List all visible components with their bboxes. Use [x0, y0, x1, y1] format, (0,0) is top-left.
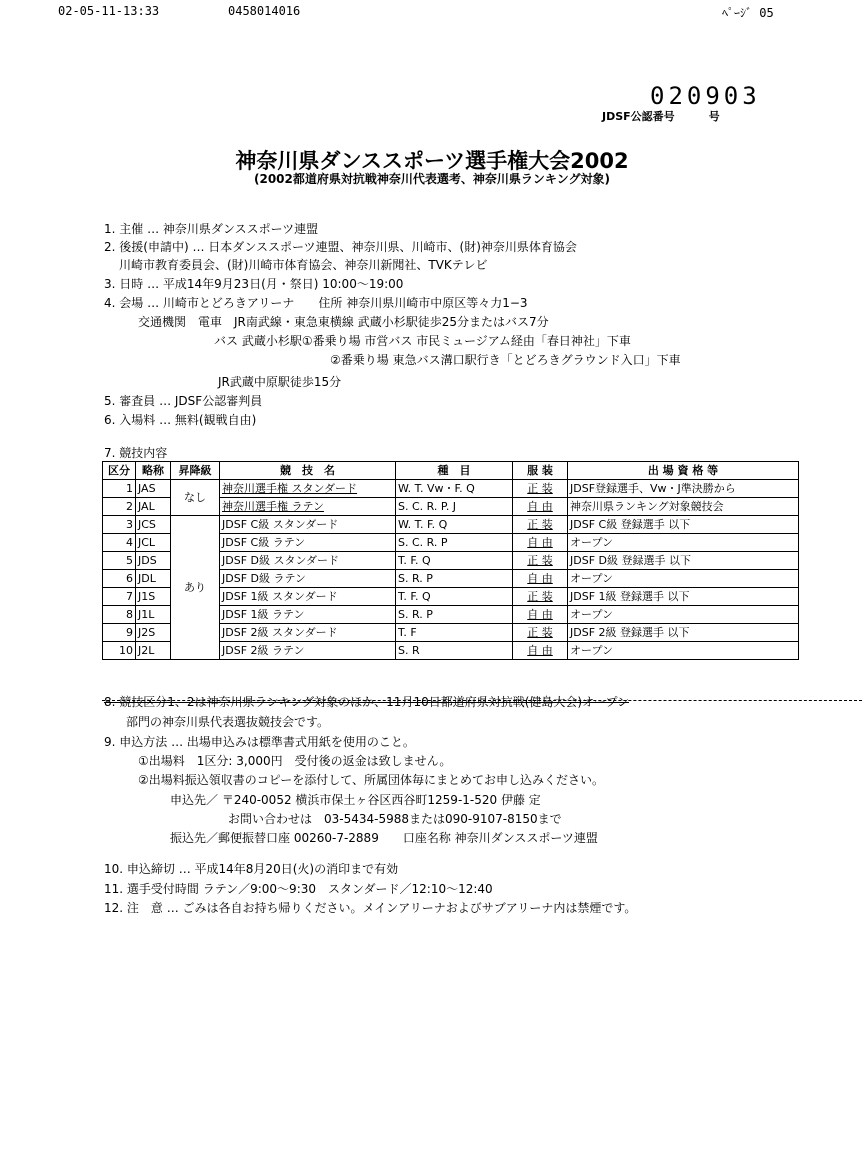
- item-4-transport: 交通機関 電車 JR南武線・東急東横線 武蔵小杉駅徒歩25分またはバス7分: [138, 315, 549, 329]
- item-9: 9. 申込方法 … 出場申込みは標準書式用紙を使用のこと。: [104, 735, 415, 749]
- cell-dress: 正 装: [513, 588, 568, 606]
- item-9-2: ②出場料振込領収書のコピーを添付して、所属団体毎にまとめてお申し込みください。: [138, 773, 605, 787]
- cell-dress: 自 由: [513, 534, 568, 552]
- cell-events: S. R. P: [396, 570, 513, 588]
- cell-grade-yes: あり: [171, 516, 220, 660]
- col-dress: 服 装: [513, 462, 568, 480]
- cell-no: 7: [103, 588, 136, 606]
- cell-code: JCL: [136, 534, 171, 552]
- cell-code: JDS: [136, 552, 171, 570]
- cell-no: 9: [103, 624, 136, 642]
- cell-no: 3: [103, 516, 136, 534]
- cell-events: T. F. Q: [396, 552, 513, 570]
- cell-no: 5: [103, 552, 136, 570]
- item-4-bus-1: バス 武蔵小杉駅①番乗り場 市営バス 市民ミュージアム経由「春日神社」下車: [214, 334, 631, 348]
- cell-events: S. C. R. P: [396, 534, 513, 552]
- cell-name: JDSF C級 スタンダード: [220, 516, 396, 534]
- cell-name: JDSF D級 ラテン: [220, 570, 396, 588]
- col-qual: 出 場 資 格 等: [568, 462, 799, 480]
- transfer-account: 振込先／郵便振替口座 00260-7-2889 口座名称 神奈川ダンススポーツ連盟: [170, 831, 598, 845]
- item-7: 7. 競技内容: [104, 446, 168, 460]
- cell-name: 神奈川選手権 スタンダード: [220, 480, 396, 498]
- cell-code: JDL: [136, 570, 171, 588]
- item-8: 8. 競技区分1、2は神奈川県ランキング対象のほか、11月10日都道府県対抗戦(健島大会)オープン: [104, 695, 629, 709]
- cell-dress: 正 装: [513, 516, 568, 534]
- cell-qual: オープン: [568, 606, 799, 624]
- cell-dress: 正 装: [513, 552, 568, 570]
- cell-qual: オープン: [568, 570, 799, 588]
- cell-code: JCS: [136, 516, 171, 534]
- cell-code: JAL: [136, 498, 171, 516]
- cell-no: 1: [103, 480, 136, 498]
- cell-code: J2S: [136, 624, 171, 642]
- page-subtitle: (2002都道府県対抗戦神奈川代表選考、神奈川県ランキング対象): [253, 172, 610, 186]
- events-table: [102, 461, 799, 660]
- fax-timestamp: 02-05-11-13:33: [58, 4, 160, 18]
- jdsf-label-left: JDSF公認番号: [602, 110, 675, 123]
- item-4-bus-2: ②番乗り場 東急バス溝口駅行き「とどろきグラウンド入口」下車: [330, 353, 681, 367]
- col-code: 略称: [136, 462, 171, 480]
- cell-name: JDSF 2級 スタンダード: [220, 624, 396, 642]
- doc-number: 020903: [650, 82, 761, 110]
- item-4-jr: JR武蔵中原駅徒歩15分: [218, 375, 342, 389]
- jdsf-label-right: 号: [708, 110, 720, 123]
- item-1: 1. 主催 … 神奈川県ダンススポーツ連盟: [104, 222, 319, 236]
- cell-no: 2: [103, 498, 136, 516]
- cell-code: J1L: [136, 606, 171, 624]
- col-grade: 昇降級: [171, 462, 220, 480]
- table-row: [103, 516, 799, 534]
- cell-qual: オープン: [568, 642, 799, 660]
- item-11: 11. 選手受付時間 ラテン／9:00〜9:30 スタンダード／12:10〜12:40: [104, 882, 493, 896]
- table-row: [103, 480, 799, 498]
- cell-name: JDSF 1級 ラテン: [220, 606, 396, 624]
- item-6: 6. 入場料 … 無料(観戦自由): [104, 413, 257, 427]
- cell-dress: 正 装: [513, 624, 568, 642]
- inquiry: お問い合わせは 03-5434-5988または090-9107-8150まで: [228, 812, 562, 826]
- apply-to: 申込先／ 〒240-0052 横浜市保土ヶ谷区西谷町1259-1-520 伊藤 定: [170, 793, 541, 807]
- cell-qual: JDSF登録選手、Vw・J準決勝から: [568, 480, 799, 498]
- cell-qual: JDSF D級 登録選手 以下: [568, 552, 799, 570]
- cell-name: JDSF 2級 ラテン: [220, 642, 396, 660]
- item-5: 5. 審査員 … JDSF公認審判員: [104, 394, 263, 408]
- cell-qual: JDSF 1級 登録選手 以下: [568, 588, 799, 606]
- cell-qual: 神奈川県ランキング対象競技会: [568, 498, 799, 516]
- cell-dress: 自 由: [513, 498, 568, 516]
- col-no: 区分: [103, 462, 136, 480]
- item-4: 4. 会場 … 川崎市とどろきアリーナ 住所 神奈川県川崎市中原区等々力1−3: [104, 296, 528, 310]
- cell-name: 神奈川選手権 ラテン: [220, 498, 396, 516]
- cell-code: JAS: [136, 480, 171, 498]
- cell-events: W. T. F. Q: [396, 516, 513, 534]
- cell-code: J2L: [136, 642, 171, 660]
- cell-no: 4: [103, 534, 136, 552]
- cell-dress: 自 由: [513, 606, 568, 624]
- item-10: 10. 申込締切 … 平成14年8月20日(火)の消印まで有効: [104, 862, 399, 876]
- table-header-row: [103, 462, 799, 480]
- cell-qual: JDSF C級 登録選手 以下: [568, 516, 799, 534]
- item-3: 3. 日時 … 平成14年9月23日(月・祭日) 10:00〜19:00: [104, 277, 404, 291]
- cell-events: T. F. Q: [396, 588, 513, 606]
- cell-events: S. C. R. P. J: [396, 498, 513, 516]
- cell-dress: 正 装: [513, 480, 568, 498]
- cell-no: 10: [103, 642, 136, 660]
- cell-events: S. R. P: [396, 606, 513, 624]
- fax-page: ﾍﾟｰｼﾞ 05: [722, 6, 774, 20]
- col-name: 競 技 名: [220, 462, 396, 480]
- page-title: 神奈川県ダンススポーツ選手権大会2002: [235, 149, 629, 173]
- cell-qual: オープン: [568, 534, 799, 552]
- cell-qual: JDSF 2級 登録選手 以下: [568, 624, 799, 642]
- item-2: 2. 後援(申請中) … 日本ダンススポーツ連盟、神奈川県、川崎市、(財)神奈川県体育協会: [104, 240, 577, 254]
- item-8-cont: 部門の神奈川県代表選抜競技会です。: [126, 715, 330, 729]
- item-12: 12. 注 意 … ごみは各自お持ち帰りください。メインアリーナおよびサブアリーナ内は禁煙です。: [104, 901, 637, 915]
- col-events: 種 目: [396, 462, 513, 480]
- cell-events: T. F: [396, 624, 513, 642]
- cell-name: JDSF 1級 スタンダード: [220, 588, 396, 606]
- cell-events: W. T. Vw・F. Q: [396, 480, 513, 498]
- cell-dress: 自 由: [513, 642, 568, 660]
- item-9-1: ①出場料 1区分: 3,000円 受付後の返金は致しません。: [138, 754, 452, 768]
- fax-phone: 0458014016: [228, 4, 301, 18]
- cell-events: S. R: [396, 642, 513, 660]
- cell-no: 6: [103, 570, 136, 588]
- cell-name: JDSF D級 スタンダード: [220, 552, 396, 570]
- cell-name: JDSF C級 ラテン: [220, 534, 396, 552]
- jdsf-label: [602, 108, 720, 124]
- cell-grade-none: なし: [171, 480, 220, 516]
- item-2-cont: 川崎市教育委員会、(財)川崎市体育協会、神奈川新聞社、TVKテレビ: [119, 258, 488, 272]
- cell-dress: 自 由: [513, 570, 568, 588]
- cell-no: 8: [103, 606, 136, 624]
- cell-code: J1S: [136, 588, 171, 606]
